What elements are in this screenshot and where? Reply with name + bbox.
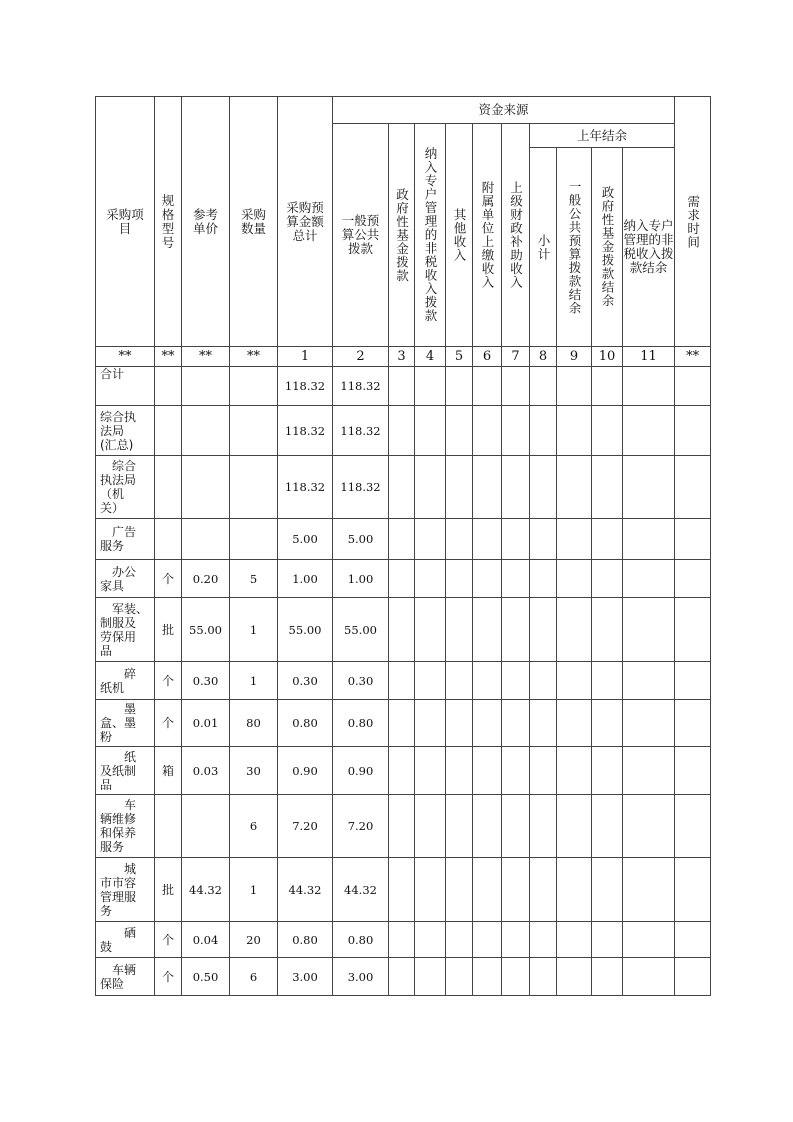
procurement-budget-table xyxy=(95,96,711,996)
row-empty-cell xyxy=(502,662,530,700)
row-empty-cell xyxy=(446,598,473,662)
row-budget-total: 0.90 xyxy=(278,747,333,795)
row-empty-cell xyxy=(415,598,446,662)
table-row xyxy=(96,519,711,560)
col-index: 6 xyxy=(473,347,502,367)
row-qty: 80 xyxy=(230,700,278,747)
row-empty-cell xyxy=(623,598,675,662)
row-empty-cell xyxy=(675,747,711,795)
row-spec: 个 xyxy=(155,700,182,747)
row-spec: 个 xyxy=(155,560,182,598)
row-item-name: 广告 服务 xyxy=(96,519,155,560)
row-empty-cell xyxy=(592,795,623,858)
row-spec: 个 xyxy=(155,662,182,700)
row-empty-cell xyxy=(415,747,446,795)
row-empty-cell xyxy=(675,598,711,662)
row-empty-cell xyxy=(530,560,557,598)
row-item-name: 办公 家具 xyxy=(96,560,155,598)
row-general-budget: 44.32 xyxy=(333,858,389,922)
col-index: ** xyxy=(675,347,711,367)
row-qty: 1 xyxy=(230,598,278,662)
row-empty-cell xyxy=(415,367,446,406)
header-last-year: 上年结余 xyxy=(530,124,675,148)
row-empty-cell xyxy=(530,367,557,406)
row-empty-cell xyxy=(623,456,675,519)
row-empty-cell xyxy=(415,406,446,456)
table-row xyxy=(96,858,711,922)
row-item-name: 合计 xyxy=(96,367,155,406)
row-empty-cell xyxy=(415,700,446,747)
row-qty: 1 xyxy=(230,858,278,922)
table-row xyxy=(96,406,711,456)
row-budget-total: 118.32 xyxy=(278,406,333,456)
row-empty-cell xyxy=(446,958,473,996)
row-qty xyxy=(230,406,278,456)
row-empty-cell xyxy=(502,922,530,958)
row-empty-cell xyxy=(557,700,592,747)
row-empty-cell xyxy=(592,598,623,662)
row-empty-cell xyxy=(675,560,711,598)
row-spec xyxy=(155,519,182,560)
row-empty-cell xyxy=(473,598,502,662)
row-qty: 30 xyxy=(230,747,278,795)
row-budget-total: 3.00 xyxy=(278,958,333,996)
row-empty-cell xyxy=(675,406,711,456)
row-empty-cell xyxy=(473,958,502,996)
row-empty-cell xyxy=(557,858,592,922)
header-qty: 采购 数量 xyxy=(230,97,278,347)
col-index: 5 xyxy=(446,347,473,367)
row-empty-cell xyxy=(415,922,446,958)
row-empty-cell xyxy=(530,747,557,795)
row-empty-cell xyxy=(675,662,711,700)
row-empty-cell xyxy=(623,367,675,406)
row-empty-cell xyxy=(502,560,530,598)
row-empty-cell xyxy=(446,747,473,795)
row-budget-total: 0.80 xyxy=(278,922,333,958)
row-empty-cell xyxy=(389,958,415,996)
row-empty-cell xyxy=(557,747,592,795)
table-row xyxy=(96,795,711,858)
column-index-row xyxy=(96,347,711,367)
row-empty-cell xyxy=(415,858,446,922)
col-index: ** xyxy=(155,347,182,367)
row-price: 0.20 xyxy=(182,560,230,598)
col-index: 2 xyxy=(333,347,389,367)
row-qty: 5 xyxy=(230,560,278,598)
row-empty-cell xyxy=(530,958,557,996)
row-empty-cell xyxy=(675,456,711,519)
row-qty xyxy=(230,519,278,560)
row-item-name: 军装、 制服及 劳保用 品 xyxy=(96,598,155,662)
row-empty-cell xyxy=(502,406,530,456)
row-empty-cell xyxy=(473,747,502,795)
row-general-budget: 3.00 xyxy=(333,958,389,996)
row-empty-cell xyxy=(473,662,502,700)
row-empty-cell xyxy=(502,367,530,406)
row-price: 44.32 xyxy=(182,858,230,922)
row-empty-cell xyxy=(675,958,711,996)
row-empty-cell xyxy=(557,598,592,662)
row-empty-cell xyxy=(530,598,557,662)
row-empty-cell xyxy=(446,662,473,700)
row-empty-cell xyxy=(592,662,623,700)
row-empty-cell xyxy=(623,747,675,795)
row-empty-cell xyxy=(473,367,502,406)
row-empty-cell xyxy=(473,795,502,858)
row-budget-total: 118.32 xyxy=(278,367,333,406)
row-empty-cell xyxy=(675,367,711,406)
row-spec: 箱 xyxy=(155,747,182,795)
row-general-budget: 0.80 xyxy=(333,922,389,958)
header-subsidy: 上级财政补助收入 xyxy=(502,124,530,347)
row-empty-cell xyxy=(592,922,623,958)
row-empty-cell xyxy=(530,700,557,747)
row-empty-cell xyxy=(473,406,502,456)
row-general-budget: 7.20 xyxy=(333,795,389,858)
row-empty-cell xyxy=(675,700,711,747)
row-empty-cell xyxy=(502,858,530,922)
row-budget-total: 1.00 xyxy=(278,560,333,598)
table-row xyxy=(96,367,711,406)
col-index: 7 xyxy=(502,347,530,367)
row-empty-cell xyxy=(389,598,415,662)
row-qty: 20 xyxy=(230,922,278,958)
col-index: ** xyxy=(230,347,278,367)
row-empty-cell xyxy=(623,662,675,700)
header-ly-nontax: 纳入专户 管理的非 税收入拨 款结余 xyxy=(623,148,675,347)
row-empty-cell xyxy=(592,858,623,922)
table-row xyxy=(96,456,711,519)
table-row xyxy=(96,922,711,958)
col-index: 11 xyxy=(623,347,675,367)
row-price: 0.30 xyxy=(182,662,230,700)
header-affiliated: 附属单位上缴收入 xyxy=(473,124,502,347)
row-empty-cell xyxy=(592,367,623,406)
table-row xyxy=(96,700,711,747)
row-empty-cell xyxy=(592,560,623,598)
row-empty-cell xyxy=(623,700,675,747)
row-empty-cell xyxy=(623,922,675,958)
row-general-budget: 118.32 xyxy=(333,367,389,406)
row-price xyxy=(182,795,230,858)
row-empty-cell xyxy=(389,700,415,747)
row-spec: 批 xyxy=(155,858,182,922)
row-empty-cell xyxy=(389,560,415,598)
row-empty-cell xyxy=(473,519,502,560)
header-item: 采购项 目 xyxy=(96,97,155,347)
row-empty-cell xyxy=(675,519,711,560)
header-subtotal: 小计 xyxy=(530,148,557,347)
row-empty-cell xyxy=(623,406,675,456)
row-empty-cell xyxy=(675,922,711,958)
row-empty-cell xyxy=(415,519,446,560)
row-budget-total: 118.32 xyxy=(278,456,333,519)
row-empty-cell xyxy=(557,958,592,996)
row-item-name: 车辆 保险 xyxy=(96,958,155,996)
row-empty-cell xyxy=(530,858,557,922)
row-empty-cell xyxy=(557,922,592,958)
row-price: 0.01 xyxy=(182,700,230,747)
row-empty-cell xyxy=(502,958,530,996)
row-item-name: 硒 鼓 xyxy=(96,922,155,958)
row-empty-cell xyxy=(473,922,502,958)
table-row xyxy=(96,560,711,598)
row-budget-total: 5.00 xyxy=(278,519,333,560)
row-general-budget: 5.00 xyxy=(333,519,389,560)
row-empty-cell xyxy=(530,662,557,700)
header-gov-fund: 政府性基金拨款 xyxy=(389,124,415,347)
row-empty-cell xyxy=(623,519,675,560)
table-row xyxy=(96,598,711,662)
row-empty-cell xyxy=(592,456,623,519)
row-empty-cell xyxy=(389,922,415,958)
row-empty-cell xyxy=(389,406,415,456)
row-empty-cell xyxy=(389,858,415,922)
row-spec: 个 xyxy=(155,958,182,996)
row-empty-cell xyxy=(446,367,473,406)
row-empty-cell xyxy=(446,560,473,598)
row-empty-cell xyxy=(557,406,592,456)
table-body xyxy=(96,367,711,996)
row-empty-cell xyxy=(502,598,530,662)
row-empty-cell xyxy=(592,958,623,996)
row-empty-cell xyxy=(389,662,415,700)
row-empty-cell xyxy=(446,858,473,922)
header-ly-gov-fund: 政府性基金拨款结余 xyxy=(592,148,623,347)
row-empty-cell xyxy=(446,519,473,560)
row-empty-cell xyxy=(557,662,592,700)
row-item-name: 碎 纸机 xyxy=(96,662,155,700)
row-empty-cell xyxy=(530,795,557,858)
row-empty-cell xyxy=(592,700,623,747)
table-row xyxy=(96,958,711,996)
row-spec: 批 xyxy=(155,598,182,662)
header-spec: 规 格 型 号 xyxy=(155,97,182,347)
row-spec xyxy=(155,795,182,858)
row-empty-cell xyxy=(592,406,623,456)
row-empty-cell xyxy=(446,795,473,858)
col-index: 1 xyxy=(278,347,333,367)
row-spec xyxy=(155,406,182,456)
row-empty-cell xyxy=(557,795,592,858)
row-item-name: 综合 执法局 （机 关） xyxy=(96,456,155,519)
row-empty-cell xyxy=(502,700,530,747)
row-empty-cell xyxy=(473,456,502,519)
row-general-budget: 0.90 xyxy=(333,747,389,795)
row-empty-cell xyxy=(446,700,473,747)
header-price: 参考 单价 xyxy=(182,97,230,347)
row-general-budget: 55.00 xyxy=(333,598,389,662)
row-spec xyxy=(155,367,182,406)
row-budget-total: 55.00 xyxy=(278,598,333,662)
row-price: 0.03 xyxy=(182,747,230,795)
row-empty-cell xyxy=(530,519,557,560)
row-item-name: 城 市市容 管理服 务 xyxy=(96,858,155,922)
header-other: 其他收入 xyxy=(446,124,473,347)
row-budget-total: 7.20 xyxy=(278,795,333,858)
row-price: 55.00 xyxy=(182,598,230,662)
header-need-time: 需求时间 xyxy=(675,97,711,347)
row-empty-cell xyxy=(415,795,446,858)
procurement-table-container xyxy=(95,96,711,996)
row-empty-cell xyxy=(623,858,675,922)
row-empty-cell xyxy=(473,858,502,922)
row-empty-cell xyxy=(530,456,557,519)
col-index: 9 xyxy=(557,347,592,367)
header-ly-general: 一般公共预算拨款结余 xyxy=(557,148,592,347)
row-empty-cell xyxy=(557,456,592,519)
header-general-budget: 一般预 算公共 拨款 xyxy=(333,124,389,347)
row-empty-cell xyxy=(675,795,711,858)
row-general-budget: 0.80 xyxy=(333,700,389,747)
col-index: 4 xyxy=(415,347,446,367)
row-price: 0.04 xyxy=(182,922,230,958)
row-empty-cell xyxy=(415,662,446,700)
row-qty: 6 xyxy=(230,795,278,858)
row-price xyxy=(182,367,230,406)
row-budget-total: 0.80 xyxy=(278,700,333,747)
row-empty-cell xyxy=(530,922,557,958)
col-index: 8 xyxy=(530,347,557,367)
table-row xyxy=(96,662,711,700)
row-empty-cell xyxy=(592,747,623,795)
row-item-name: 车 辆维修 和保养 服务 xyxy=(96,795,155,858)
header-fund-source: 资金来源 xyxy=(333,97,675,124)
row-item-name: 综合执 法局 (汇总) xyxy=(96,406,155,456)
header-nontax: 纳入专户管理的非税收入拨款 xyxy=(415,124,446,347)
row-empty-cell xyxy=(502,519,530,560)
row-general-budget: 0.30 xyxy=(333,662,389,700)
row-empty-cell xyxy=(473,700,502,747)
row-empty-cell xyxy=(389,367,415,406)
row-empty-cell xyxy=(557,560,592,598)
row-qty: 6 xyxy=(230,958,278,996)
row-spec: 个 xyxy=(155,922,182,958)
row-item-name: 墨 盒、墨 粉 xyxy=(96,700,155,747)
col-index: 10 xyxy=(592,347,623,367)
row-empty-cell xyxy=(446,406,473,456)
row-general-budget: 118.32 xyxy=(333,456,389,519)
row-empty-cell xyxy=(502,456,530,519)
col-index: ** xyxy=(96,347,155,367)
row-empty-cell xyxy=(623,958,675,996)
row-empty-cell xyxy=(530,406,557,456)
row-general-budget: 118.32 xyxy=(333,406,389,456)
row-price: 0.50 xyxy=(182,958,230,996)
row-empty-cell xyxy=(415,456,446,519)
row-empty-cell xyxy=(502,795,530,858)
row-item-name: 纸 及纸制 品 xyxy=(96,747,155,795)
row-empty-cell xyxy=(623,560,675,598)
col-index: ** xyxy=(182,347,230,367)
header-budget-total: 采购预 算金额 总计 xyxy=(278,97,333,347)
row-empty-cell xyxy=(446,922,473,958)
row-qty xyxy=(230,456,278,519)
row-empty-cell xyxy=(557,519,592,560)
row-empty-cell xyxy=(473,560,502,598)
row-budget-total: 44.32 xyxy=(278,858,333,922)
row-price xyxy=(182,456,230,519)
table-row xyxy=(96,747,711,795)
row-empty-cell xyxy=(446,456,473,519)
row-qty xyxy=(230,367,278,406)
row-empty-cell xyxy=(389,519,415,560)
row-empty-cell xyxy=(502,747,530,795)
row-general-budget: 1.00 xyxy=(333,560,389,598)
row-empty-cell xyxy=(415,958,446,996)
row-empty-cell xyxy=(389,795,415,858)
row-empty-cell xyxy=(415,560,446,598)
row-empty-cell xyxy=(389,747,415,795)
col-index: 3 xyxy=(389,347,415,367)
row-price xyxy=(182,406,230,456)
row-qty: 1 xyxy=(230,662,278,700)
row-budget-total: 0.30 xyxy=(278,662,333,700)
row-price xyxy=(182,519,230,560)
row-empty-cell xyxy=(389,456,415,519)
row-spec xyxy=(155,456,182,519)
row-empty-cell xyxy=(623,795,675,858)
row-empty-cell xyxy=(675,858,711,922)
row-empty-cell xyxy=(592,519,623,560)
row-empty-cell xyxy=(557,367,592,406)
